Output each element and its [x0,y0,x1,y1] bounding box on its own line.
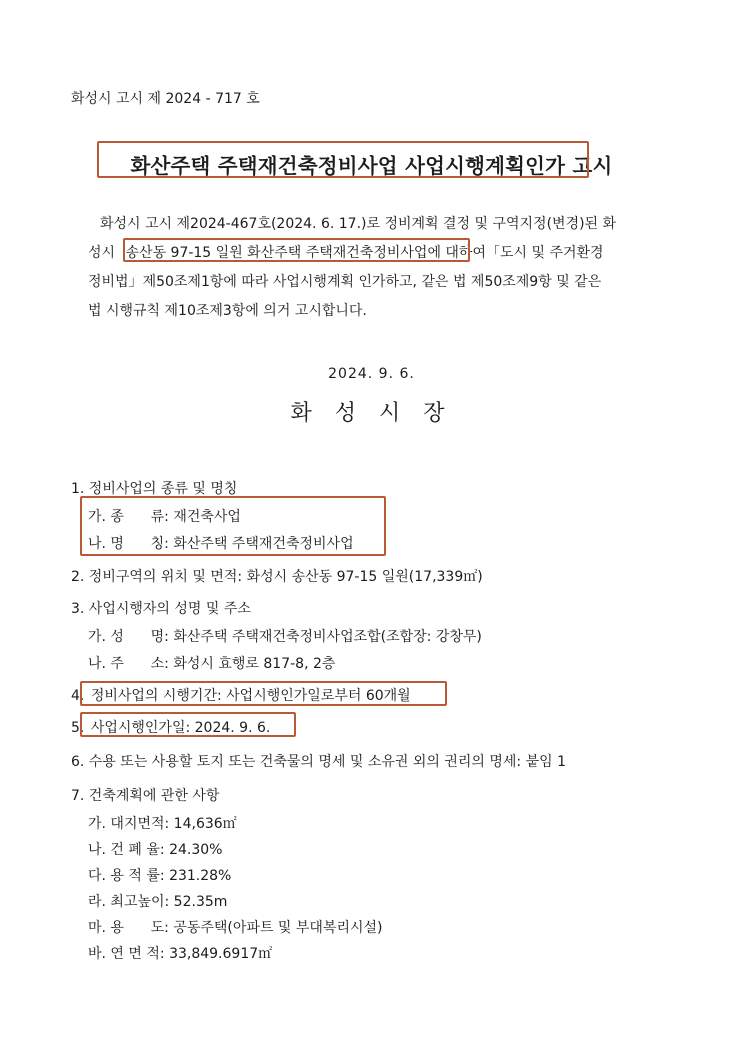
body-line-1: 화성시 고시 제2024-467호(2024. 6. 17.)로 정비계획 결정 및 구역지정(변경)된 화 [100,216,617,232]
section-1-item-b: 나. 명 칭: 화산주택 주택재건축정비사업 [88,536,354,552]
section-4-number: 4. [71,688,85,704]
body-line-2-highlight: 송산동 97-15 일원 화산주택 주택재건축정비사업 [125,245,428,261]
section-7-item-use: 마. 용 도: 공동주택(아파트 및 부대복리시설) [88,920,383,936]
section-4 [71,685,411,705]
section-3-item-b: 나. 주 소: 화성시 효행로 817-8, 2층 [88,656,336,672]
title-main: 화산주택 주택재건축정비사업 사업시행계획인가 [130,154,566,178]
section-3-item-a: 가. 성 명: 화산주택 주택재건축정비사업조합(조합장: 강창무) [88,629,482,645]
section-2-title: 2. 정비구역의 위치 및 면적: 화성시 송산동 97-15 일원(17,339㎡) [71,569,483,585]
section-7-item-max-height: 라. 최고높이: 52.35m [88,894,228,910]
title-suffix: 고시 [572,154,613,178]
section-7-title: 7. 건축계획에 관한 사항 [71,788,220,804]
section-6-title: 6. 수용 또는 사용할 토지 또는 건축물의 명세 및 소유권 외의 권리의 명세: 붙임 1 [71,754,567,770]
section-1-item-a: 가. 종 류: 재건축사업 [88,509,241,525]
section-3-title: 3. 사업시행자의 성명 및 주소 [71,601,251,617]
section-7-item-floor-area-ratio: 다. 용 적 률: 231.28% [88,868,232,884]
section-5 [71,717,270,737]
body-line-4: 법 시행규칙 제10조제3항에 의거 고시합니다. [88,303,367,319]
body-line-2-post: 에 대하여「도시 및 주거환경 [427,245,604,261]
section-7-item-coverage-ratio: 나. 건 폐 율: 24.30% [88,842,223,858]
section-7-item-gross-floor-area: 바. 연 면 적: 33,849.6917㎡ [88,946,273,962]
body-line-2 [88,242,604,262]
body-line-2-pre: 성시 [88,245,116,261]
issuer-name: 화 성 시 장 [290,401,453,426]
document-number: 화성시 고시 제 2024 - 717 호 [71,91,260,107]
section-4-text: 정비사업의 시행기간: 사업시행인가일로부터 60개월 [90,688,411,704]
section-1-title: 1. 정비사업의 종류 및 명칭 [71,481,238,497]
notice-date: 2024. 9. 6. [328,366,415,382]
document-title [0,149,743,179]
section-5-text: 사업시행인가일: 2024. 9. 6. [90,720,271,736]
section-7-item-site-area: 가. 대지면적: 14,636㎡ [88,816,237,832]
body-line-3: 정비법」제50조제1항에 따라 사업시행계획 인가하고, 같은 법 제50조제9항 및 같은 [88,274,602,290]
section-5-number: 5. [71,720,85,736]
